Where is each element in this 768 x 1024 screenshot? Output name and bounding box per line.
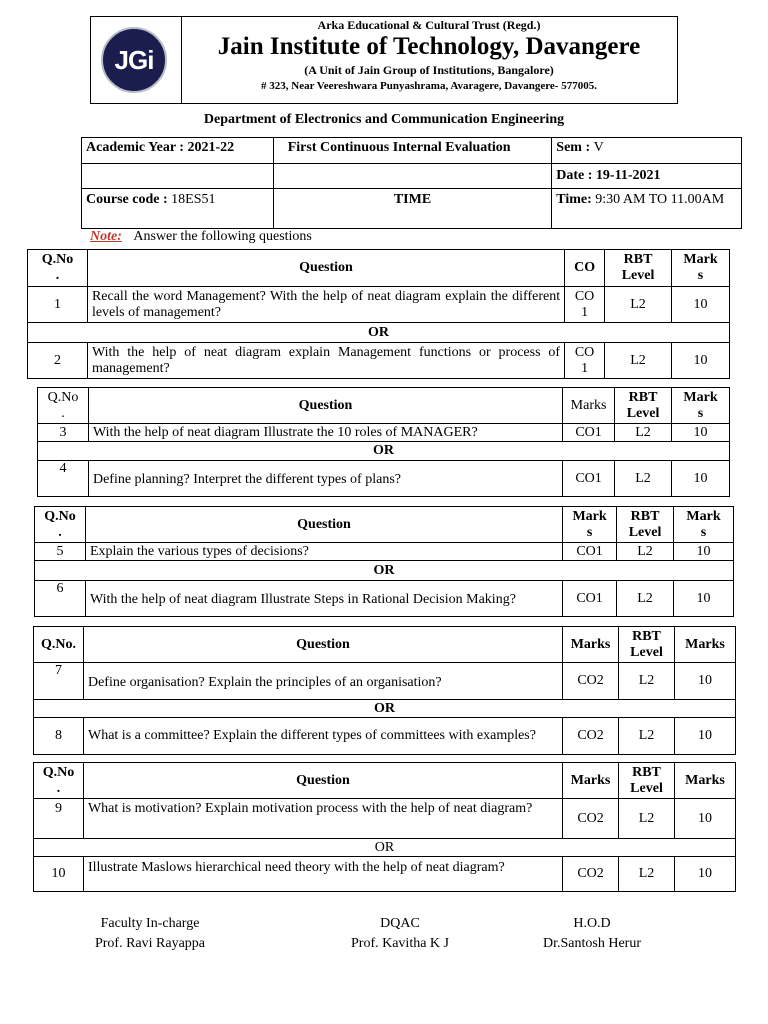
question-number: 9 [34,799,84,839]
co-value: CO 1 [574,288,595,320]
header-text: Mark s [572,508,607,540]
course-label: Course code : [86,192,172,207]
co-cell: CO1 [563,461,615,497]
signature-role: H.O.D [573,916,611,931]
marks-cell: 10 [672,461,730,497]
rbt-cell: L2 [619,718,675,755]
signature-role: Faculty In-charge [100,916,200,931]
question-number: 1 [28,287,88,323]
header-question: Question [83,763,562,799]
header-question: Question [85,507,562,543]
question-text: Define planning? Interpret the different types of plans? [88,461,562,497]
question-text: With the help of neat diagram Illustrate the 10 roles of MANAGER? [88,424,562,442]
rbt-cell: L2 [619,799,675,839]
header-marks: Marks [674,627,735,663]
header-rbt: RBT Level [615,388,672,424]
sem-label: Sem : [556,140,594,155]
marks-cell: 10 [674,718,735,755]
exam-date: Date : 19-11-2021 [552,164,742,189]
rbt-cell: L2 [619,857,675,892]
time-heading: TIME [273,189,552,229]
rbt-cell: L2 [605,287,672,323]
table-row [34,718,736,755]
table-row [34,663,736,700]
header-text: Q.No . [41,252,74,283]
empty-cell [82,164,274,189]
co-value: CO 1 [574,344,595,376]
note-label: Note: [90,229,122,244]
department-title: Department of Electronics and Communication Engineering [203,112,565,127]
marks-cell: 10 [672,343,730,379]
academic-year: Academic Year : 2021-22 [82,138,274,164]
header-marks: Marks [674,763,735,799]
header-rbt: RBT Level [619,627,675,663]
or-separator: OR [38,442,730,461]
question-text: Recall the word Management? With the help of neat diagram explain the different levels of management? [87,287,564,323]
co-cell: CO1 [563,581,617,617]
or-separator: OR [34,700,736,718]
header-text: Q.No . [42,764,75,796]
question-number: 8 [34,718,84,755]
header-qno [35,507,86,543]
question-table-5 [33,762,736,892]
marks-cell: 10 [674,857,735,892]
exam-name: First Continuous Internal Evaluation [273,138,552,164]
header-text [181,17,677,94]
semester [552,138,742,164]
header-text: Q.No . [44,508,76,540]
or-separator: OR [28,323,730,343]
table-row [28,287,730,323]
or-separator: OR [34,839,736,857]
question-number: 5 [35,543,86,561]
table-row [34,857,736,892]
header-text: Mark s [683,389,718,421]
empty-cell [273,164,552,189]
question-text: What is a committee? Explain the different types of committees with examples? [83,718,562,755]
table-row [28,343,730,379]
header-qno [38,388,89,424]
signature-name: Prof. Kavitha K J [351,936,449,951]
question-number: 7 [34,663,84,700]
co-cell: CO2 [563,857,619,892]
co-cell: CO1 [563,543,617,561]
question-number: 6 [35,581,86,617]
question-table-4 [33,626,736,755]
question-text: With the help of neat diagram explain Management functions or process of management? [87,343,564,379]
marks-cell: 10 [672,287,730,323]
marks-cell: 10 [674,581,734,617]
header-qno [28,250,88,287]
header-co: CO [565,250,605,287]
marks-cell: 10 [672,424,730,442]
table-row [38,424,730,442]
question-number: 4 [38,461,89,497]
rbt-cell: L2 [615,424,672,442]
header-marks: Marks [563,388,615,424]
header-marks [672,250,730,287]
logo-cell [91,17,182,103]
question-text: Define organisation? Explain the principles of an organisation? [83,663,562,700]
header-text: Q.No . [47,389,79,421]
signature-dqac [320,914,480,954]
course-code [82,189,274,229]
header-marks: Marks [563,763,619,799]
header-marks [563,507,617,543]
signature-name: Prof. Ravi Rayappa [94,936,206,951]
co-cell [565,287,605,323]
rbt-cell: L2 [615,461,672,497]
institute-unit: (A Unit of Jain Group of Institutions, Bangalore) [304,63,554,77]
header-marks: Marks [563,627,619,663]
co-cell: CO2 [563,663,619,700]
rbt-cell: L2 [617,543,674,561]
header-qno [34,763,84,799]
question-number: 3 [38,424,89,442]
header-question: Question [88,388,562,424]
question-table-2 [37,387,730,497]
co-cell: CO2 [563,718,619,755]
question-table-3 [34,506,734,617]
note [90,229,312,245]
table-row [34,799,736,839]
co-cell [565,343,605,379]
question-number: 2 [28,343,88,379]
rbt-cell: L2 [619,663,675,700]
question-text: With the help of neat diagram Illustrate Steps in Rational Decision Making? [85,581,562,617]
institute-header [90,16,678,104]
time-label: Time: [556,192,596,207]
course-value: 18ES51 [171,192,216,207]
header-marks [674,507,734,543]
signature-hod [512,914,672,954]
header-text: Mark s [683,252,718,283]
rbt-cell: L2 [605,343,672,379]
marks-cell: 10 [674,663,735,700]
question-text: Explain the various types of decisions? [85,543,562,561]
header-text: Mark s [686,508,721,540]
marks-cell: 10 [674,543,734,561]
header-rbt: RBT Level [617,507,674,543]
table-row [35,543,734,561]
signature-faculty [70,914,230,954]
or-separator: OR [35,561,734,581]
question-number: 10 [34,857,84,892]
sem-value: V [593,140,604,155]
header-rbt: RBT Level [619,763,675,799]
co-cell: CO2 [563,799,619,839]
signature-role: DQAC [380,916,420,931]
header-marks [672,388,730,424]
signature-name: Dr.Santosh Herur [543,936,641,951]
institute-address: # 323, Near Veereshwara Punyashrama, Avaragere, Davangere- 577005. [261,80,597,92]
trust-name: Arka Educational & Cultural Trust (Regd.) [317,18,541,32]
table-row [35,581,734,617]
marks-cell: 10 [674,799,735,839]
header-question: Question [83,627,562,663]
exam-info-table [81,137,742,229]
jgi-logo: JGi [101,27,167,93]
rbt-cell: L2 [617,581,674,617]
time-value: 9:30 AM TO 11.00AM [595,192,725,207]
question-table-1 [27,249,730,379]
exam-time [552,189,742,229]
table-row [38,461,730,497]
header-rbt: RBT Level [605,250,672,287]
question-text: What is motivation? Explain motivation process with the help of neat diagram? [83,799,562,839]
note-text: Answer the following questions [133,229,312,244]
co-cell: CO1 [563,424,615,442]
header-qno: Q.No. [34,627,84,663]
question-text: Illustrate Maslows hierarchical need theory with the help of neat diagram? [83,857,562,892]
header-question: Question [87,250,564,287]
institute-name: Jain Institute of Technology, Davangere [217,33,641,60]
